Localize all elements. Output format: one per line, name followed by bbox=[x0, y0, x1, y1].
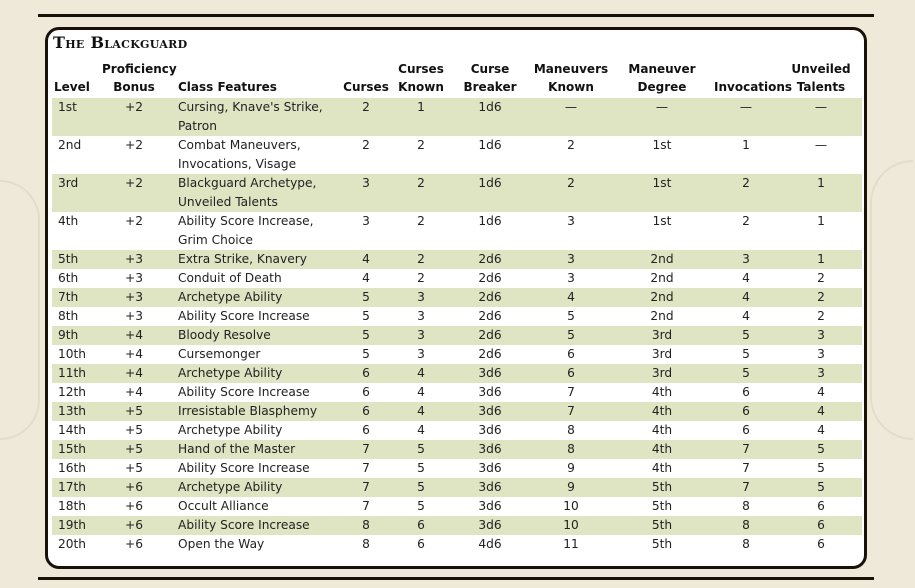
cell-maneuvers-known: 3 bbox=[567, 271, 575, 285]
cell-curses-known: 3 bbox=[417, 309, 425, 323]
cell-unveiled-talents: 6 bbox=[780, 516, 862, 535]
cell-curses: 6 bbox=[340, 402, 392, 421]
cell-curses: 3 bbox=[340, 174, 392, 212]
cell-maneuvers-known: 6 bbox=[567, 347, 575, 361]
cell-class-features: Archetype Ability bbox=[168, 364, 340, 383]
table-row bbox=[52, 364, 862, 383]
cell-class-features: Ability Score Increase bbox=[178, 385, 310, 399]
cell-curse-breaker: 3d6 bbox=[478, 499, 502, 513]
cell-maneuvers-known: 7 bbox=[567, 385, 575, 399]
cell-unveiled-talents: 3 bbox=[780, 326, 862, 345]
cell-curse-breaker: 3d6 bbox=[450, 478, 530, 497]
cell-level: 14th bbox=[58, 423, 87, 437]
cell-invocations: 4 bbox=[742, 309, 750, 323]
cell-curses-known: 4 bbox=[392, 364, 450, 383]
cell-level: 12th bbox=[58, 385, 87, 399]
table-row bbox=[52, 326, 862, 345]
cell-maneuvers-known: 9 bbox=[530, 478, 612, 497]
cell-curses: 6 bbox=[362, 423, 370, 437]
cell-class-features: Cursing, Knave's Strike, Patron bbox=[168, 98, 340, 136]
cell-level: 18th bbox=[58, 499, 87, 513]
cell-curse-breaker: 3d6 bbox=[450, 364, 530, 383]
cell-curse-breaker: 1d6 bbox=[450, 174, 530, 212]
cell-unveiled-talents: — bbox=[780, 98, 862, 136]
cell-unveiled-talents: 5 bbox=[817, 461, 825, 475]
cell-curse-breaker: 2d6 bbox=[450, 288, 530, 307]
cell-level: 11th bbox=[52, 364, 100, 383]
cell-unveiled-talents: 2 bbox=[780, 288, 862, 307]
cell-curse-breaker: 2d6 bbox=[478, 309, 502, 323]
cell-level: 4th bbox=[58, 214, 79, 228]
table-row bbox=[52, 307, 862, 326]
cell-level: 17th bbox=[52, 478, 100, 497]
cell-level: 10th bbox=[58, 347, 87, 361]
background-ornament-left bbox=[0, 180, 40, 440]
cell-class-features: Archetype Ability bbox=[168, 288, 340, 307]
cell-maneuver-degree: 3rd bbox=[612, 364, 712, 383]
cell-class-features: Ability Score Increase bbox=[168, 516, 340, 535]
cell-curse-breaker: 2d6 bbox=[478, 271, 502, 285]
header-unveiled-talents: Unveiled Talents bbox=[791, 62, 851, 94]
cell-invocations: 5 bbox=[712, 364, 780, 383]
header-proficiency-bonus: Proficiency Bonus bbox=[102, 62, 177, 94]
cell-curses-known: 3 bbox=[392, 288, 450, 307]
cell-proficiency-bonus: +5 bbox=[125, 423, 143, 437]
cell-class-features: Archetype Ability bbox=[178, 423, 283, 437]
cell-class-features: Ability Score Increase, Grim Choice bbox=[178, 214, 314, 247]
cell-maneuver-degree: 2nd bbox=[612, 288, 712, 307]
cell-class-features: Bloody Resolve bbox=[168, 326, 340, 345]
table-row bbox=[52, 535, 862, 554]
cell-invocations: 6 bbox=[712, 402, 780, 421]
cell-curse-breaker: 1d6 bbox=[450, 98, 530, 136]
cell-class-features: Hand of the Master bbox=[168, 440, 340, 459]
cell-class-features: Ability Score Increase bbox=[178, 461, 310, 475]
cell-curses-known: 2 bbox=[417, 138, 425, 152]
cell-level: 2nd bbox=[58, 138, 82, 152]
cell-curses-known: 6 bbox=[417, 537, 425, 551]
cell-maneuvers-known: 6 bbox=[530, 364, 612, 383]
cell-curses-known: 4 bbox=[392, 402, 450, 421]
cell-invocations: 1 bbox=[742, 138, 750, 152]
cell-class-features: Occult Alliance bbox=[178, 499, 269, 513]
cell-proficiency-bonus: +2 bbox=[100, 98, 168, 136]
cell-curses: 8 bbox=[362, 537, 370, 551]
cell-invocations: 7 bbox=[742, 461, 750, 475]
cell-proficiency-bonus: +3 bbox=[100, 288, 168, 307]
cell-proficiency-bonus: +6 bbox=[125, 537, 143, 551]
cell-maneuver-degree: 4th bbox=[612, 440, 712, 459]
cell-class-features: Ability Score Increase bbox=[178, 309, 310, 323]
cell-invocations: 5 bbox=[712, 326, 780, 345]
cell-invocations: 4 bbox=[742, 271, 750, 285]
cell-level: 8th bbox=[58, 309, 79, 323]
cell-level: 13th bbox=[52, 402, 100, 421]
cell-proficiency-bonus: +6 bbox=[125, 499, 143, 513]
cell-maneuver-degree: 1st bbox=[612, 174, 712, 212]
cell-curses-known: 2 bbox=[417, 214, 425, 228]
cell-unveiled-talents: 2 bbox=[817, 309, 825, 323]
cell-unveiled-talents: 2 bbox=[817, 271, 825, 285]
cell-proficiency-bonus: +4 bbox=[125, 385, 143, 399]
cell-proficiency-bonus: +5 bbox=[100, 402, 168, 421]
cell-maneuver-degree: 4th bbox=[651, 423, 673, 437]
table-row bbox=[52, 459, 862, 478]
cell-invocations: 6 bbox=[742, 385, 750, 399]
cell-curses: 7 bbox=[340, 440, 392, 459]
header-maneuver-degree: Maneuver Degree bbox=[628, 62, 696, 94]
cell-curses-known: 4 bbox=[417, 423, 425, 437]
table-row bbox=[52, 174, 862, 212]
cell-curse-breaker: 1d6 bbox=[478, 214, 502, 228]
cell-invocations: 8 bbox=[742, 537, 750, 551]
cell-curse-breaker: 1d6 bbox=[478, 138, 502, 152]
cell-maneuvers-known: 3 bbox=[567, 214, 575, 228]
cell-curses-known: 1 bbox=[392, 98, 450, 136]
cell-class-features: Open the Way bbox=[178, 537, 265, 551]
cell-maneuvers-known: 11 bbox=[563, 537, 579, 551]
table-row bbox=[52, 345, 862, 364]
cell-proficiency-bonus: +2 bbox=[125, 214, 143, 228]
header-level: Level bbox=[54, 80, 90, 94]
cell-maneuver-degree: 2nd bbox=[650, 309, 674, 323]
cell-maneuver-degree: 5th bbox=[651, 537, 673, 551]
cell-invocations: 8 bbox=[712, 516, 780, 535]
cell-maneuver-degree: 3rd bbox=[612, 326, 712, 345]
table-row bbox=[52, 250, 862, 269]
header-curse-breaker: Curse Breaker bbox=[463, 62, 517, 94]
cell-maneuvers-known: 5 bbox=[567, 309, 575, 323]
cell-unveiled-talents: 4 bbox=[780, 402, 862, 421]
cell-maneuvers-known: 3 bbox=[530, 250, 612, 269]
cell-curses-known: 2 bbox=[392, 250, 450, 269]
cell-curse-breaker: 2d6 bbox=[478, 347, 502, 361]
cell-curses: 5 bbox=[362, 309, 370, 323]
cell-proficiency-bonus: +6 bbox=[100, 478, 168, 497]
cell-maneuver-degree: 4th bbox=[612, 402, 712, 421]
table-row bbox=[52, 421, 862, 440]
cell-level: 6th bbox=[58, 271, 79, 285]
cell-curses-known: 5 bbox=[392, 478, 450, 497]
table-title: The Blackguard bbox=[53, 33, 188, 52]
cell-unveiled-talents: 5 bbox=[780, 478, 862, 497]
cell-maneuver-degree: 1st bbox=[652, 138, 672, 152]
cell-unveiled-talents: 4 bbox=[817, 423, 825, 437]
cell-curses: 4 bbox=[362, 271, 370, 285]
table-row bbox=[52, 383, 862, 402]
cell-proficiency-bonus: +3 bbox=[100, 250, 168, 269]
background-ornament-right bbox=[870, 160, 913, 440]
cell-maneuvers-known: 2 bbox=[530, 174, 612, 212]
cell-maneuvers-known: — bbox=[530, 98, 612, 136]
table-row bbox=[52, 516, 862, 535]
header-invocations: Invocations bbox=[714, 80, 793, 94]
table-row bbox=[52, 497, 862, 516]
cell-class-features: Combat Maneuvers, Invocations, Visage bbox=[178, 138, 301, 171]
cell-level: 15th bbox=[52, 440, 100, 459]
cell-unveiled-talents: 5 bbox=[780, 440, 862, 459]
cell-proficiency-bonus: +6 bbox=[100, 516, 168, 535]
cell-class-features: Cursemonger bbox=[178, 347, 261, 361]
table-row bbox=[52, 212, 862, 250]
cell-curses-known: 6 bbox=[392, 516, 450, 535]
cell-maneuver-degree: 1st bbox=[652, 214, 672, 228]
cell-invocations: — bbox=[712, 98, 780, 136]
cell-maneuver-degree: 5th bbox=[612, 478, 712, 497]
table-row bbox=[52, 269, 862, 288]
cell-unveiled-talents: 1 bbox=[780, 250, 862, 269]
cell-curses: 2 bbox=[362, 138, 370, 152]
cell-maneuver-degree: 4th bbox=[651, 385, 673, 399]
cell-invocations: 7 bbox=[712, 478, 780, 497]
cell-maneuvers-known: 10 bbox=[563, 499, 579, 513]
cell-curse-breaker: 3d6 bbox=[478, 385, 502, 399]
header-curses: Curses bbox=[343, 80, 389, 94]
cell-curse-breaker: 4d6 bbox=[478, 537, 502, 551]
cell-invocations: 4 bbox=[712, 288, 780, 307]
cell-level: 1st bbox=[52, 98, 100, 136]
cell-level: 7th bbox=[52, 288, 100, 307]
cell-proficiency-bonus: +4 bbox=[100, 326, 168, 345]
cell-unveiled-talents: 1 bbox=[780, 174, 862, 212]
header-row bbox=[52, 60, 862, 98]
cell-maneuvers-known: 8 bbox=[530, 440, 612, 459]
cell-class-features: Irresistable Blasphemy bbox=[168, 402, 340, 421]
cell-unveiled-talents: 4 bbox=[817, 385, 825, 399]
cell-invocations: 2 bbox=[742, 214, 750, 228]
cell-curses-known: 2 bbox=[392, 174, 450, 212]
cell-invocations: 2 bbox=[712, 174, 780, 212]
cell-proficiency-bonus: +5 bbox=[125, 461, 143, 475]
cell-class-features: Blackguard Archetype, Unveiled Talents bbox=[168, 174, 340, 212]
cell-level: 19th bbox=[52, 516, 100, 535]
cell-curses: 7 bbox=[340, 478, 392, 497]
cell-maneuvers-known: 2 bbox=[567, 138, 575, 152]
cell-maneuver-degree: 2nd bbox=[650, 271, 674, 285]
class-progression-table bbox=[52, 60, 862, 554]
cell-proficiency-bonus: +2 bbox=[100, 174, 168, 212]
cell-maneuvers-known: 10 bbox=[530, 516, 612, 535]
cell-unveiled-talents: 3 bbox=[780, 364, 862, 383]
cell-proficiency-bonus: +3 bbox=[125, 271, 143, 285]
cell-unveiled-talents: 1 bbox=[817, 214, 825, 228]
cell-level: 16th bbox=[58, 461, 87, 475]
cell-invocations: 8 bbox=[742, 499, 750, 513]
cell-maneuver-degree: — bbox=[612, 98, 712, 136]
cell-class-features: Conduit of Death bbox=[178, 271, 282, 285]
cell-invocations: 6 bbox=[742, 423, 750, 437]
cell-unveiled-talents: 3 bbox=[817, 347, 825, 361]
cell-curses: 6 bbox=[340, 364, 392, 383]
cell-class-features: Extra Strike, Knavery bbox=[168, 250, 340, 269]
cell-curse-breaker: 3d6 bbox=[450, 402, 530, 421]
cell-maneuver-degree: 5th bbox=[651, 499, 673, 513]
cell-invocations: 7 bbox=[712, 440, 780, 459]
cell-invocations: 3 bbox=[712, 250, 780, 269]
cell-curse-breaker: 3d6 bbox=[450, 516, 530, 535]
cell-unveiled-talents: 6 bbox=[817, 499, 825, 513]
table-row bbox=[52, 440, 862, 459]
cell-curses: 7 bbox=[362, 461, 370, 475]
cell-proficiency-bonus: +5 bbox=[100, 440, 168, 459]
cell-class-features: Archetype Ability bbox=[168, 478, 340, 497]
cell-maneuvers-known: 7 bbox=[530, 402, 612, 421]
cell-curses-known: 3 bbox=[417, 347, 425, 361]
cell-unveiled-talents: 6 bbox=[817, 537, 825, 551]
table-row bbox=[52, 288, 862, 307]
cell-maneuvers-known: 8 bbox=[567, 423, 575, 437]
cell-proficiency-bonus: +4 bbox=[125, 347, 143, 361]
cell-level: 20th bbox=[58, 537, 87, 551]
cell-curses: 5 bbox=[340, 326, 392, 345]
cell-level: 3rd bbox=[52, 174, 100, 212]
cell-curses: 3 bbox=[362, 214, 370, 228]
cell-curse-breaker: 3d6 bbox=[478, 461, 502, 475]
cell-curses: 5 bbox=[340, 288, 392, 307]
table-row bbox=[52, 98, 862, 136]
cell-unveiled-talents: — bbox=[814, 138, 828, 152]
cell-curses: 8 bbox=[340, 516, 392, 535]
table-row bbox=[52, 136, 862, 174]
header-curses-known: Curses Known bbox=[398, 62, 444, 94]
cell-curses: 6 bbox=[362, 385, 370, 399]
cell-curses: 2 bbox=[340, 98, 392, 136]
cell-curses-known: 4 bbox=[417, 385, 425, 399]
cell-curse-breaker: 2d6 bbox=[450, 326, 530, 345]
table-row bbox=[52, 402, 862, 421]
cell-proficiency-bonus: +2 bbox=[125, 138, 143, 152]
header-class-features: Class Features bbox=[178, 80, 277, 94]
table-row bbox=[52, 478, 862, 497]
cell-curse-breaker: 2d6 bbox=[450, 250, 530, 269]
cell-curses-known: 5 bbox=[417, 461, 425, 475]
cell-level: 5th bbox=[52, 250, 100, 269]
cell-curse-breaker: 3d6 bbox=[450, 440, 530, 459]
cell-curses-known: 3 bbox=[392, 326, 450, 345]
cell-proficiency-bonus: +4 bbox=[100, 364, 168, 383]
cell-maneuvers-known: 5 bbox=[530, 326, 612, 345]
cell-curses-known: 5 bbox=[392, 440, 450, 459]
cell-curse-breaker: 3d6 bbox=[478, 423, 502, 437]
cell-curses: 5 bbox=[362, 347, 370, 361]
cell-maneuver-degree: 4th bbox=[651, 461, 673, 475]
header-maneuvers-known: Maneuvers Known bbox=[533, 62, 609, 94]
cell-proficiency-bonus: +3 bbox=[125, 309, 143, 323]
cell-level: 9th bbox=[52, 326, 100, 345]
cell-maneuvers-known: 4 bbox=[530, 288, 612, 307]
cell-curses: 7 bbox=[362, 499, 370, 513]
cell-invocations: 5 bbox=[742, 347, 750, 361]
cell-curses-known: 5 bbox=[417, 499, 425, 513]
cell-maneuver-degree: 3rd bbox=[651, 347, 673, 361]
cell-maneuvers-known: 9 bbox=[567, 461, 575, 475]
cell-maneuver-degree: 5th bbox=[612, 516, 712, 535]
cell-maneuver-degree: 2nd bbox=[612, 250, 712, 269]
cell-curses-known: 2 bbox=[417, 271, 425, 285]
cell-curses: 4 bbox=[340, 250, 392, 269]
